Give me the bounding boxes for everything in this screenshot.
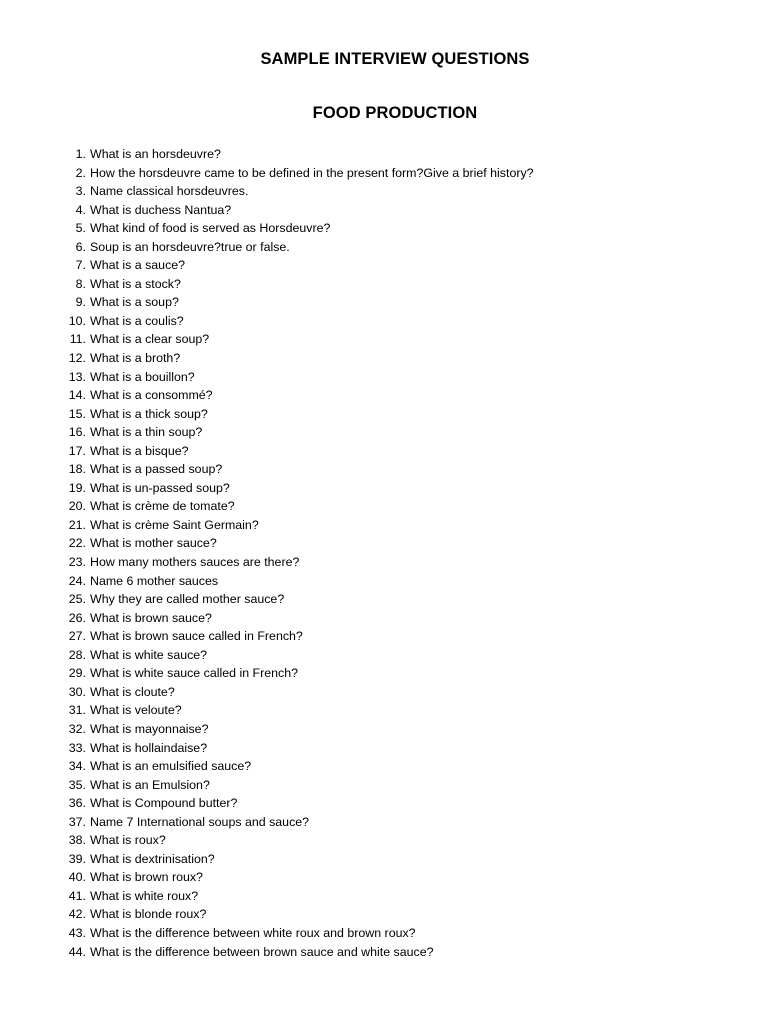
question-number: 5. [75, 221, 86, 236]
question-text: What is an Emulsion? [90, 777, 210, 792]
question-item [0, 405, 768, 424]
question-item [0, 739, 768, 758]
question-item [0, 349, 768, 368]
question-item [0, 275, 768, 294]
question-number: 35. [68, 777, 86, 792]
question-number: 27. [68, 629, 86, 644]
question-item [0, 312, 768, 331]
question-item [0, 794, 768, 813]
question-number: 14. [68, 388, 86, 403]
question-text: What is a clear soup? [90, 332, 210, 347]
question-number: 39. [68, 851, 86, 866]
question-text: What is a passed soup? [90, 462, 223, 477]
question-item [0, 534, 768, 553]
question-item [0, 776, 768, 795]
question-number: 7. [75, 258, 86, 273]
question-item [0, 460, 768, 479]
question-text: What is a bisque? [90, 443, 189, 458]
question-number: 44. [68, 944, 86, 959]
question-text: What is blonde roux? [90, 907, 207, 922]
question-item [0, 757, 768, 776]
question-text: What is brown sauce called in French? [90, 629, 303, 644]
question-number: 8. [75, 276, 86, 291]
question-number: 3. [75, 184, 86, 199]
question-number: 15. [68, 406, 86, 421]
question-number: 32. [68, 721, 86, 736]
question-number: 16. [68, 425, 86, 440]
question-item [0, 238, 768, 257]
question-item [0, 683, 768, 702]
question-item [0, 924, 768, 943]
question-item [0, 664, 768, 683]
question-number: 30. [68, 684, 86, 699]
question-number: 11. [69, 332, 86, 347]
question-number: 37. [68, 814, 86, 829]
question-text: Soup is an horsdeuvre?true or false. [90, 239, 290, 254]
question-number: 31. [68, 703, 86, 718]
question-text: What is veloute? [90, 703, 182, 718]
question-item [0, 813, 768, 832]
question-text: What is a bouillon? [90, 369, 195, 384]
question-number: 34. [68, 759, 86, 774]
question-number: 24. [68, 573, 86, 588]
question-number: 26. [68, 610, 86, 625]
question-item [0, 182, 768, 201]
question-number: 4. [75, 202, 86, 217]
question-text: What is mayonnaise? [90, 721, 209, 736]
question-item [0, 330, 768, 349]
question-text: What kind of food is served as Horsdeuvre? [90, 221, 331, 236]
question-number: 10. [68, 313, 86, 328]
question-item [0, 572, 768, 591]
question-number: 18. [68, 462, 86, 477]
question-text: What is the difference between white roux and brown roux? [90, 925, 416, 940]
question-item [0, 553, 768, 572]
question-text: What is a broth? [90, 351, 181, 366]
question-text: What is a thick soup? [90, 406, 208, 421]
question-number: 12. [68, 351, 86, 366]
question-item [0, 423, 768, 442]
question-item [0, 868, 768, 887]
question-item [0, 943, 768, 962]
question-number: 25. [68, 592, 86, 607]
question-item [0, 905, 768, 924]
question-number: 9. [75, 295, 86, 310]
question-text: Name classical horsdeuvres. [90, 184, 249, 199]
question-number: 23. [68, 555, 86, 570]
question-number: 22. [68, 536, 86, 551]
question-number: 13. [68, 369, 86, 384]
question-text: What is an horsdeuvre? [90, 147, 221, 161]
question-text: What is a consommé? [90, 388, 213, 403]
question-text: What is crème Saint Germain? [90, 517, 259, 532]
question-number: 42. [68, 907, 86, 922]
question-text: What is white roux? [90, 888, 199, 903]
question-text: What is an emulsified sauce? [90, 759, 252, 774]
question-item [0, 497, 768, 516]
question-text: How the horsdeuvre came to be defined in the present form?Give a brief history? [90, 165, 534, 180]
question-item [0, 386, 768, 405]
question-text: What is Compound butter? [90, 796, 238, 811]
question-number: 28. [68, 647, 86, 662]
question-item [0, 887, 768, 906]
question-item [0, 590, 768, 609]
question-number: 20. [68, 499, 86, 514]
question-item [0, 850, 768, 869]
question-text: What is white sauce? [90, 647, 208, 662]
question-number: 17. [68, 443, 86, 458]
question-item [0, 479, 768, 498]
question-number: 40. [68, 870, 86, 885]
question-item [0, 627, 768, 646]
question-number: 2. [75, 165, 86, 180]
question-item [0, 646, 768, 665]
question-text: Name 6 mother sauces [90, 573, 219, 588]
question-list [0, 145, 768, 961]
question-item [0, 201, 768, 220]
question-item [0, 516, 768, 535]
question-text: Name 7 International soups and sauce? [90, 814, 310, 829]
question-text: What is dextrinisation? [90, 851, 215, 866]
question-text: What is a stock? [90, 276, 181, 291]
question-item [0, 831, 768, 850]
question-item [0, 720, 768, 739]
page-subtitle: FOOD PRODUCTION [312, 104, 478, 122]
question-number: 38. [68, 833, 86, 848]
question-text: Why they are called mother sauce? [90, 592, 285, 607]
question-number: 33. [68, 740, 86, 755]
question-text: What is a sauce? [90, 258, 186, 273]
question-text: What is a thin soup? [90, 425, 203, 440]
question-text: What is the difference between brown sauce and white sauce? [90, 944, 434, 959]
question-number: 43. [68, 925, 86, 940]
question-text: What is brown roux? [90, 870, 203, 885]
question-number: 19. [68, 480, 86, 495]
question-text: What is brown sauce? [90, 610, 212, 625]
question-number: 41. [68, 888, 86, 903]
question-item [0, 293, 768, 312]
question-item [0, 368, 768, 387]
question-text: What is roux? [90, 833, 166, 848]
question-text: What is a coulis? [90, 313, 184, 328]
question-number: 21. [68, 517, 86, 532]
page-title: SAMPLE INTERVIEW QUESTIONS [260, 50, 530, 68]
question-text: How many mothers sauces are there? [90, 555, 300, 570]
question-number: 6. [75, 239, 86, 254]
question-text: What is mother sauce? [90, 536, 217, 551]
question-item [0, 256, 768, 275]
question-item [0, 145, 768, 164]
question-text: What is duchess Nantua? [90, 202, 232, 217]
question-text: What is a soup? [90, 295, 179, 310]
question-number: 29. [68, 666, 86, 681]
question-item [0, 442, 768, 461]
question-number: 1. [75, 147, 86, 161]
question-item [0, 164, 768, 183]
question-item [0, 609, 768, 628]
question-text: What is crème de tomate? [90, 499, 235, 514]
question-text: What is hollaindaise? [90, 740, 208, 755]
question-number: 36. [68, 796, 86, 811]
question-text: What is cloute? [90, 684, 175, 699]
question-item [0, 219, 768, 238]
question-text: What is un-passed soup? [90, 480, 230, 495]
question-text: What is white sauce called in French? [90, 666, 298, 681]
question-item [0, 701, 768, 720]
